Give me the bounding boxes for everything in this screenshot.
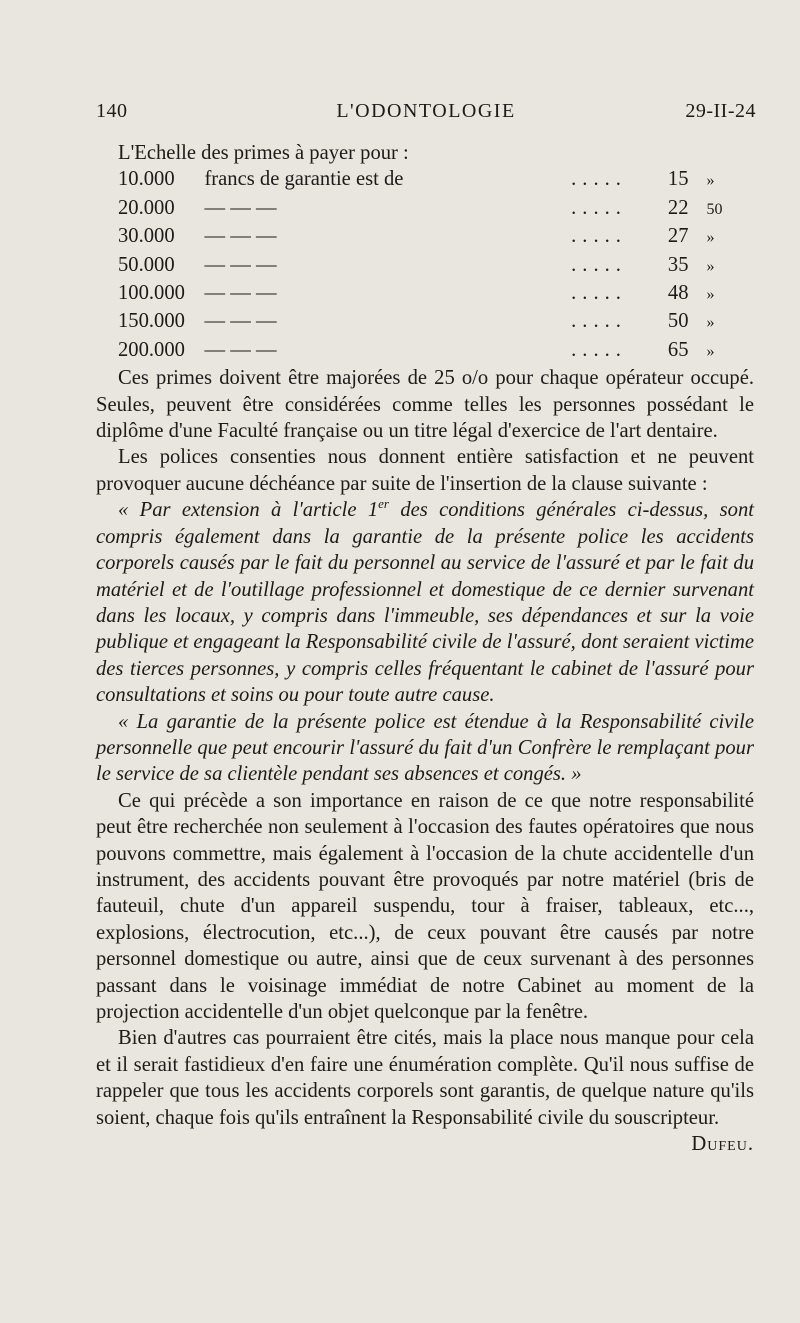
scale-words: — — — — [204, 253, 277, 276]
scale-amount: 20.000 — [118, 196, 175, 219]
scale-dots: ..... — [571, 338, 627, 361]
scale-words: — — — — [204, 225, 277, 248]
scale-value: 48 — [667, 282, 689, 305]
scale-row — [96, 280, 754, 308]
scale-value: 50 — [667, 310, 689, 333]
scale-dots: ..... — [571, 253, 627, 276]
scale-amount: 50.000 — [118, 253, 175, 276]
conclusion-text: Bien d'autres cas pourraient être cités, mais la place nous manque pour cela et il serait fastidieux d'en faire une énumération complète. Qu'il nous suffise de rappeler que tous les accidents corporels sont garantis, de quelque nature qu'ils soient, chaque fois qu'ils entraînent la Responsabilité civile du souscripteur. — [96, 1027, 754, 1129]
scale-dots: ..... — [571, 282, 627, 305]
scale-value: 35 — [667, 253, 689, 276]
scale-row — [96, 166, 754, 194]
paragraph-majoration: Ces primes doivent être majorées de 25 o/o pour chaque opérateur occupé. Seules, peuvent être considérées comme telles les personnes possédant le diplôme d'une Faculté française ou un titre légal d'exercice de l'art dentaire. — [96, 367, 754, 443]
paragraph-clause-extension — [96, 497, 754, 708]
page-number: 140 — [96, 100, 128, 122]
scale-dots: ..... — [571, 168, 627, 191]
article-body — [96, 140, 754, 1157]
scale-cents: » — [706, 172, 715, 190]
scale-words: francs de garantie est de — [204, 168, 404, 191]
scale-cents: » — [706, 342, 715, 360]
scale-dots: ..... — [571, 196, 627, 219]
scale-amount: 100.000 — [118, 282, 185, 305]
scale-value: 15 — [667, 168, 689, 191]
scale-row — [96, 308, 754, 336]
paragraph-conclusion — [96, 1025, 754, 1156]
scale-intro: L'Echelle des primes à payer pour : — [118, 142, 409, 164]
scale-cents: » — [706, 229, 715, 247]
scale-row — [96, 195, 754, 223]
scale-cents: 50 — [706, 200, 723, 218]
scale-words: — — — — [204, 282, 277, 305]
scale-words: — — — — [204, 310, 277, 333]
scale-value: 65 — [667, 338, 689, 361]
scale-amount: 150.000 — [118, 310, 185, 333]
clause-superscript: er — [378, 496, 389, 512]
scale-words: — — — — [204, 196, 277, 219]
scale-dots: ..... — [571, 310, 627, 333]
author-signature: Dufeu. — [691, 1133, 754, 1156]
running-header — [96, 100, 756, 130]
scale-amount: 30.000 — [118, 225, 175, 248]
scale-row — [96, 337, 754, 365]
scale-row — [96, 223, 754, 251]
scale-amount: 200.000 — [118, 338, 185, 361]
scale-amount: 10.000 — [118, 168, 175, 191]
scale-dots: ..... — [571, 225, 627, 248]
premium-scale-table — [96, 166, 754, 365]
scale-value: 27 — [667, 225, 689, 248]
clause-text-start: « Par extension à l'article 1 — [118, 499, 379, 522]
paragraph-polices: Les polices consenties nous donnent entière satisfaction et ne peuvent provoquer aucune déchéance par suite de l'insertion de la clause suivante : — [96, 446, 754, 495]
scale-cents: » — [706, 286, 715, 304]
scale-words: — — — — [204, 338, 277, 361]
scale-cents: » — [706, 314, 715, 332]
scale-cents: » — [706, 257, 715, 275]
paragraph-responsabilite: Ce qui précède a son importance en raison de ce que notre responsabilité peut être recherchée non seulement à l'occasion des fautes opératoires que nous pouvons commettre, mais également à l'occasion de la chute accidentelle d'un instrument, des accidents pouvant être provoqués par notre matériel (bris de fauteuil, chute d'un appareil suspendu, tour à fraiser, tableaux, etc..., explosions, électrocution, etc...), de ceux pouvant être causés par notre personnel domestique ou autre, ainsi que de ceux survenant à des personnes passant dans le voisinage immédiat de notre Cabinet au moment de la projection accidentelle d'un objet quelconque par la fenêtre. — [96, 789, 754, 1023]
scale-value: 22 — [667, 196, 689, 219]
journal-title: L'ODONTOLOGIE — [336, 100, 516, 122]
paragraph-clause-garantie: « La garantie de la présente police est étendue à la Responsabilité civile personnelle que peut encourir l'assuré du fait d'un Confrère le remplaçant pour le service de sa clientèle pendant ses absences et congés. » — [96, 710, 754, 786]
scale-row — [96, 252, 754, 280]
clause-text-end: des conditions générales ci-dessus, sont compris également dans la garantie de la présente police les accidents corporels causés par le fait du personnel au service de l'assuré et par le fait du matériel et de l'outillage professionnel et domestique de ce dernier survenant dans les locaux, y compris dans l'immeuble, ses dépendances et sur la voie publique et engageant la Responsabilité civile de l'assuré, dont seraient victime des tierces personnes, y compris celles fréquentant le cabinet de l'assuré pour consultations et soins ou pour toute autre cause. — [96, 499, 754, 707]
issue-date: 29-II-24 — [685, 100, 756, 122]
